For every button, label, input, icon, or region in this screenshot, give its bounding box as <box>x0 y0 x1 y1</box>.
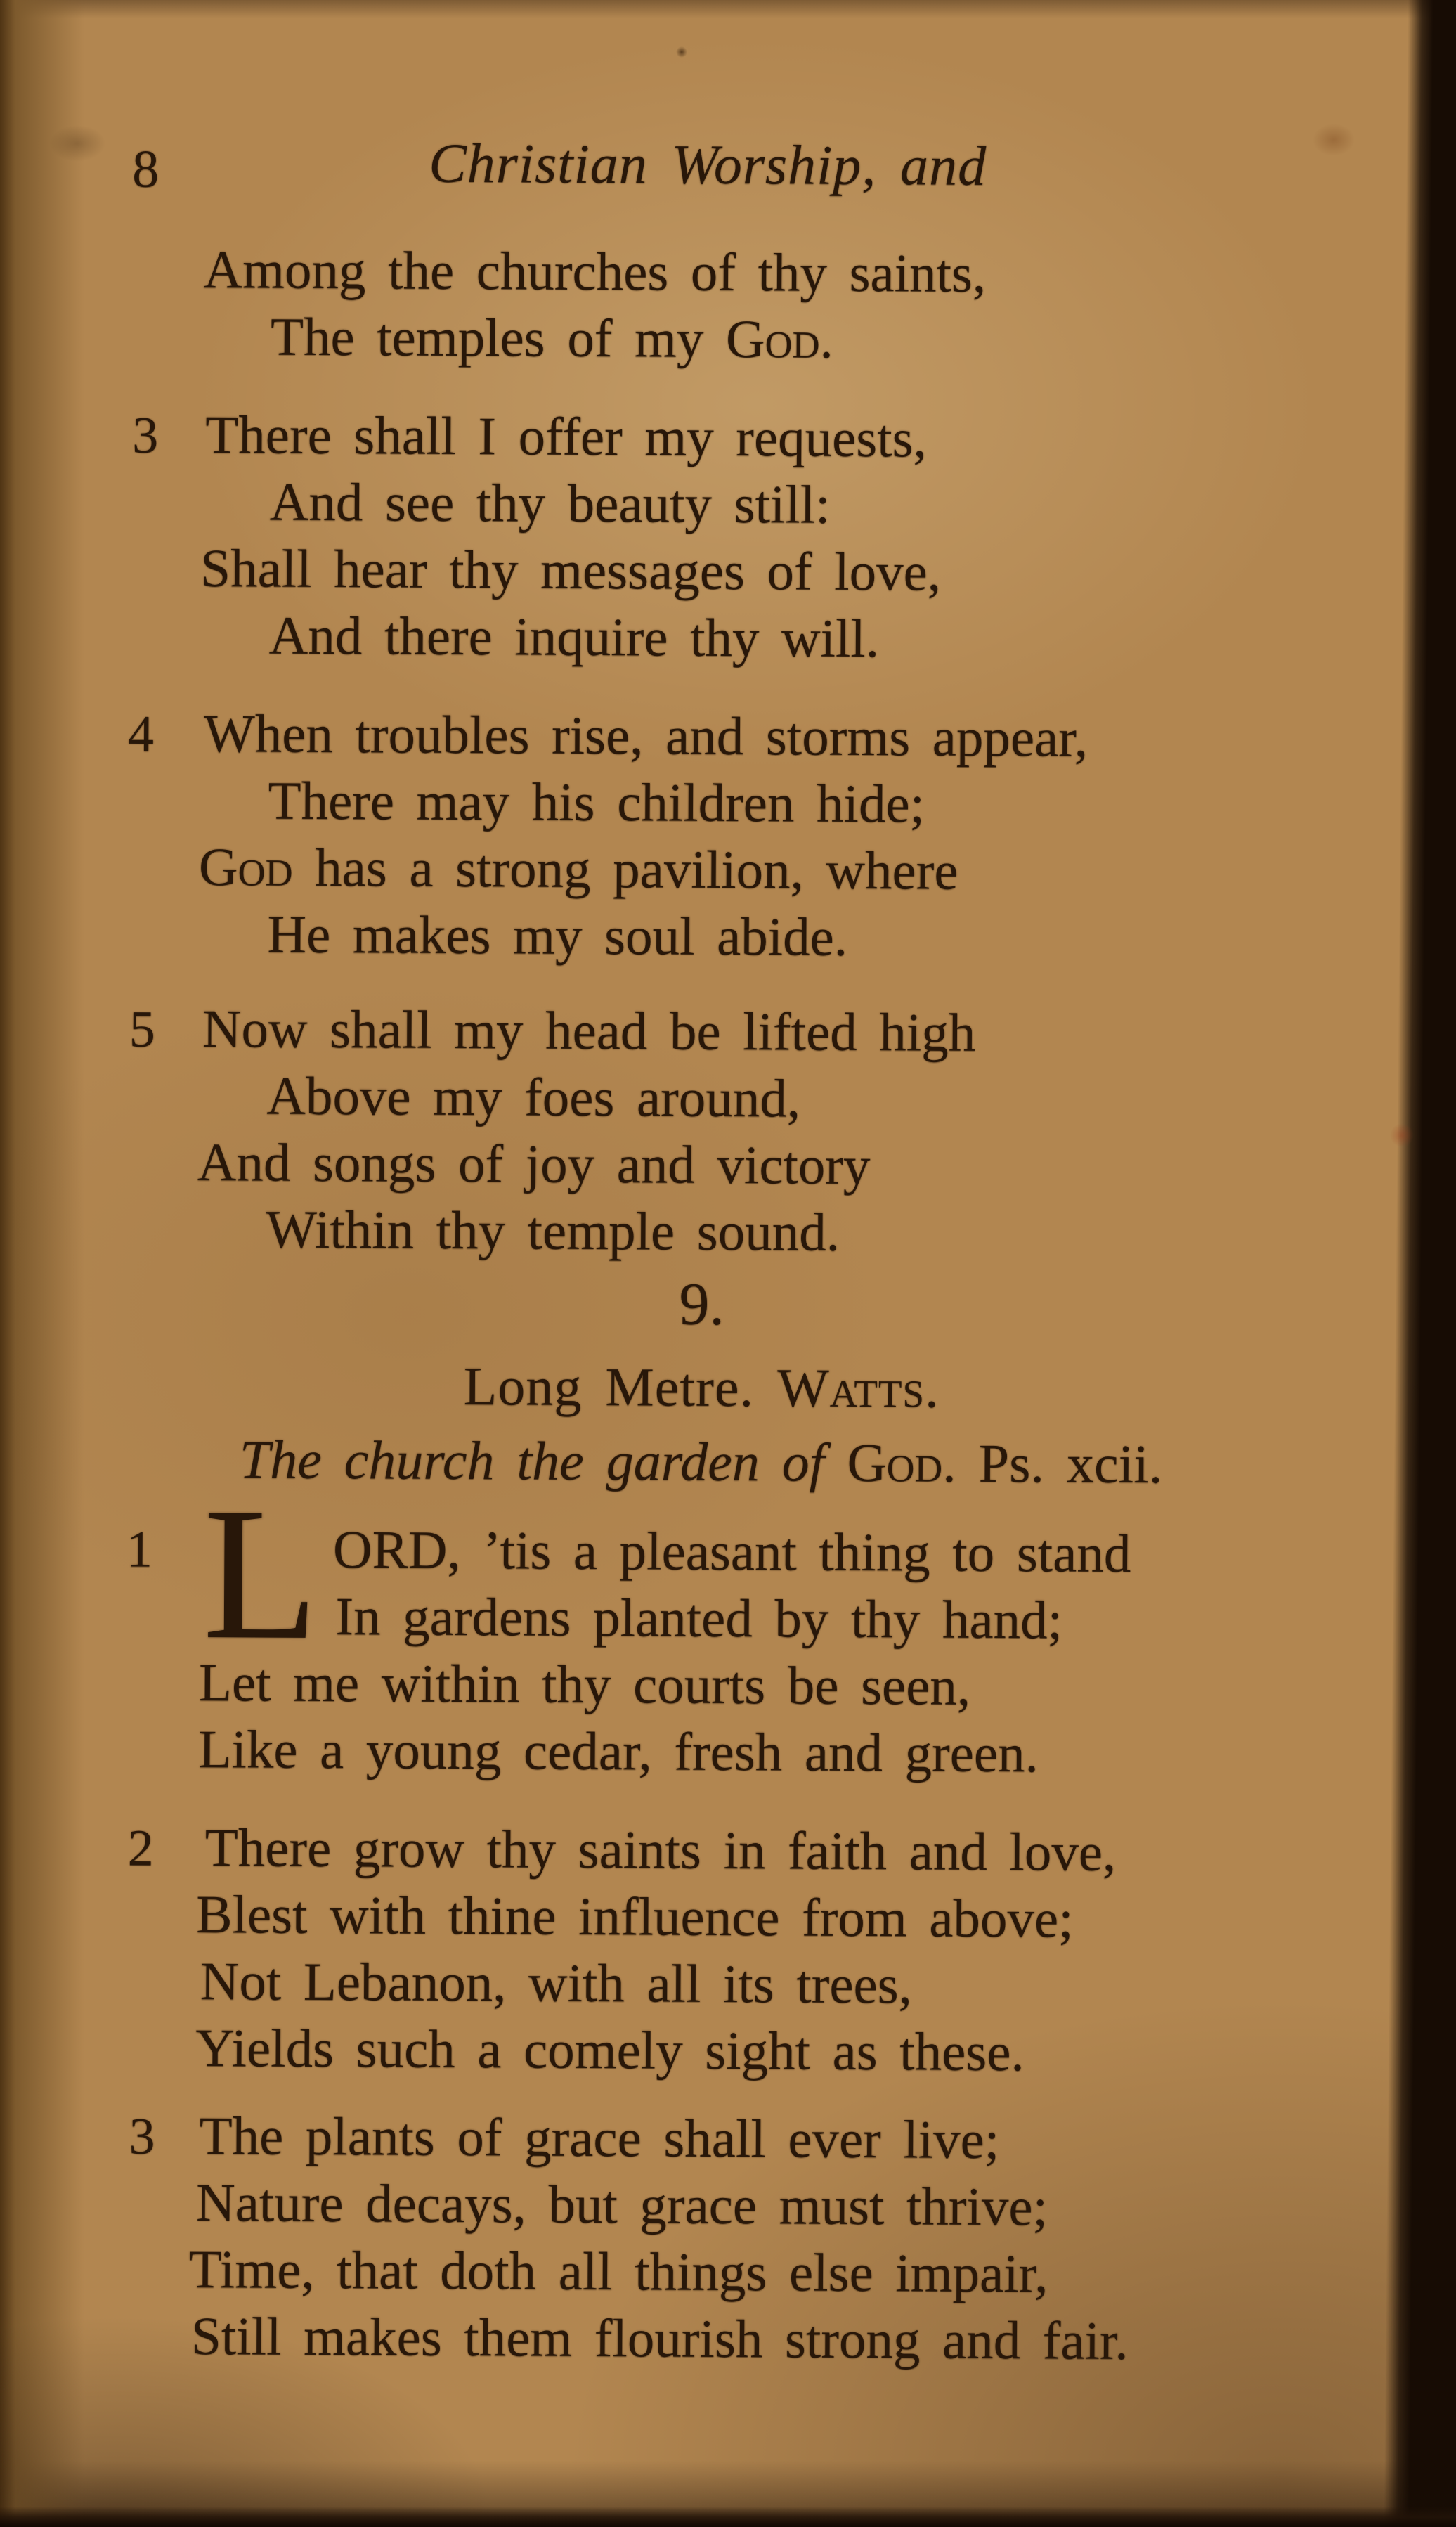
hymn-line: There may his children hide; <box>268 770 925 834</box>
hymn-line: Let me within thy courts be seen, <box>198 1652 971 1717</box>
metre-author-line: Long Metre. Watts. <box>463 1355 940 1419</box>
hymn-line: God has a strong pavilion, where <box>198 836 958 901</box>
hymn-number: 9. <box>679 1269 725 1338</box>
bottom-edge-shadow <box>0 2507 1456 2527</box>
page-number: 8 <box>132 139 160 199</box>
hymn-line: There shall I offer my requests, <box>205 404 928 469</box>
hymn-line: Time, that doth all things else impair, <box>188 2239 1048 2304</box>
verse-number: 4 <box>127 705 155 763</box>
hymn-line: Blest with thine influence from above; <box>196 1884 1074 1949</box>
verse-number: 3 <box>129 2107 155 2166</box>
hymn-line: Now shall my head be lifted high <box>202 998 976 1063</box>
verse-number: 5 <box>129 1000 156 1059</box>
hymn-line: Not Lebanon, with all its trees, <box>200 1951 913 2015</box>
hymn-line: Yields such a comely sight as these. <box>195 2017 1025 2083</box>
hymn-line: Shall hear thy messages of love, <box>200 538 942 602</box>
hymn-line: Still makes them flourish strong and fair. <box>190 2306 1129 2372</box>
hymn-line: The plants of grace shall ever live; <box>199 2105 1000 2171</box>
hymn-line: And songs of joy and victory <box>197 1132 871 1196</box>
verse-number: 3 <box>132 406 159 465</box>
hymn-line: Within thy temple sound. <box>266 1198 840 1262</box>
hymn-line: In gardens planted by thy hand; <box>335 1586 1063 1650</box>
verse-number: 2 <box>127 1819 154 1878</box>
hymn-line: ORD, ’tis a pleasant thing to stand <box>332 1519 1131 1584</box>
hymn-line: The temples of my God. <box>270 306 834 370</box>
hymn-line: Like a young cedar, fresh and green. <box>198 1719 1039 1784</box>
hymn-line: Among the churches of thy saints, <box>203 239 987 304</box>
hymn-line: Nature decays, but grace must thrive; <box>195 2172 1048 2237</box>
hymn-line: Above my foes around, <box>266 1065 801 1129</box>
hymn-line: And there inquire thy will. <box>268 605 880 669</box>
running-header: Christian Worship, and <box>429 132 987 198</box>
verse-number: 1 <box>126 1520 153 1579</box>
hymn-title-line: The church the garden of God. Ps. xcii. <box>239 1428 1163 1495</box>
hymn-line: When troubles rise, and storms appear, <box>203 703 1088 768</box>
drop-cap: L <box>202 1468 320 1679</box>
hymn-line: And see thy beauty still: <box>269 471 831 535</box>
hymn-line: He makes my soul abide. <box>267 903 848 967</box>
hymn-line: There grow thy saints in faith and love, <box>204 1817 1117 1882</box>
